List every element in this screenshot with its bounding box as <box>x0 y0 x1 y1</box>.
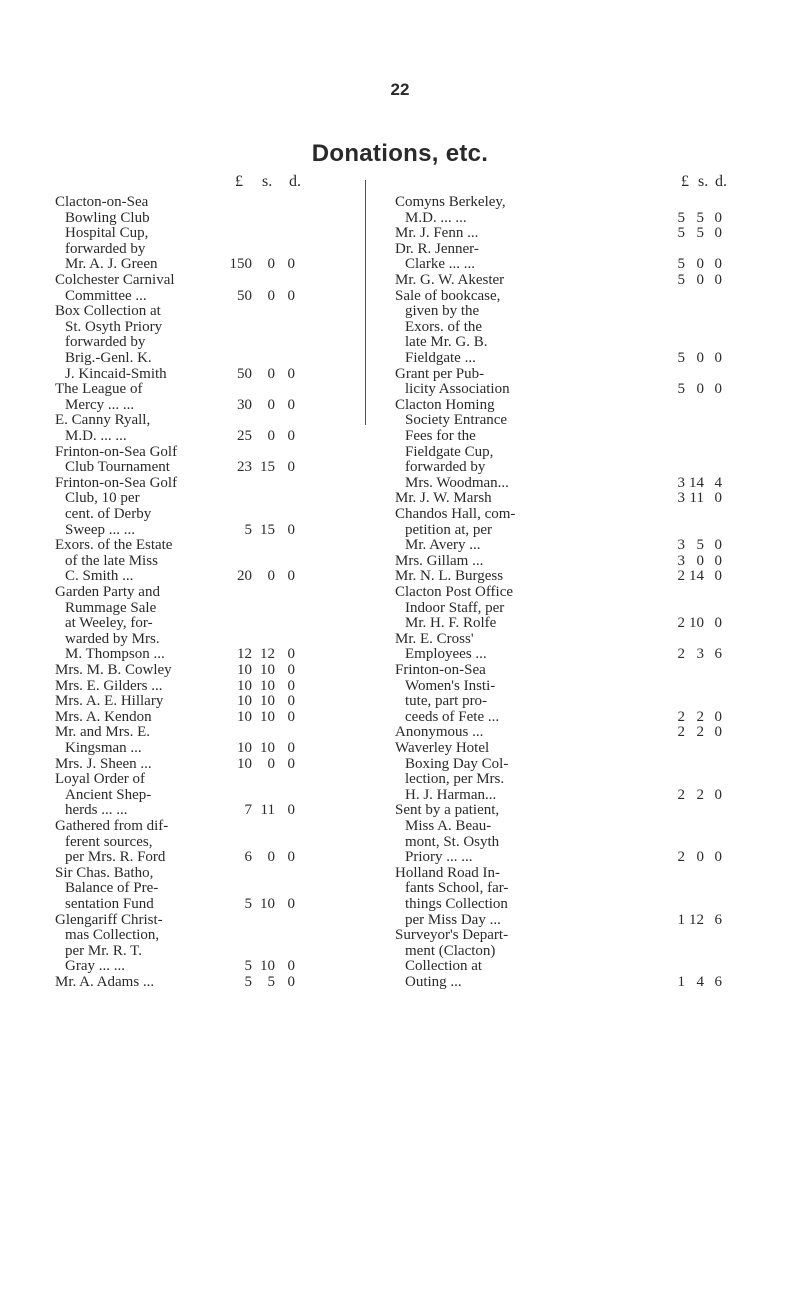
amount-pounds: 1 <box>677 911 685 928</box>
page-title: Donations, etc. <box>311 140 489 167</box>
amount-pounds: 7 <box>244 802 252 819</box>
amount-pence: 0 <box>287 662 295 678</box>
donor-text: forwarded by <box>65 240 146 257</box>
amount-shillings: 2 <box>696 724 704 741</box>
amount-shillings: 5 <box>696 225 704 242</box>
amount-pence: 0 <box>287 256 295 273</box>
amount-pence: 0 <box>714 724 722 741</box>
page-number: 22 <box>390 80 410 99</box>
amount-shillings: 0 <box>267 287 275 304</box>
amount-shillings: 10 <box>689 615 704 632</box>
donor-text: Mr. Avery ... <box>405 537 481 554</box>
amount-pounds: 5 <box>677 272 685 288</box>
amount-pounds: 10 <box>237 739 252 756</box>
amount-pounds: 10 <box>237 662 252 678</box>
donor-text: Kingsman ... <box>65 739 142 756</box>
amount-shillings: 3 <box>696 646 704 663</box>
donor-text: Employees ... <box>405 646 487 663</box>
donor-text: St. Osyth Priory <box>65 318 163 335</box>
donor-text: Frinton-on-Sea Golf <box>55 443 178 460</box>
donor-text: Mr. G. W. Akester <box>395 272 505 288</box>
pence-header: d. <box>715 173 727 190</box>
donor-text: Comyns Berkeley, <box>395 194 506 210</box>
donor-text: Mr. J. Fenn ... <box>395 225 479 242</box>
amount-pence: 0 <box>287 287 295 304</box>
amount-pence: 6 <box>714 646 722 663</box>
donor-text: Hospital Cup, <box>65 225 149 242</box>
donor-text: ferent sources, <box>65 833 153 850</box>
donor-text: Society Entrance <box>405 412 508 429</box>
donor-text: Colchester Carnival <box>55 272 175 288</box>
donor-text: Mr. and Mrs. E. <box>55 724 150 741</box>
donor-text: Mrs. J. Sheen ... <box>55 755 152 772</box>
amount-pence: 4 <box>714 474 722 491</box>
donor-text: things Collection <box>405 895 508 912</box>
donor-text: sentation Fund <box>65 895 154 912</box>
amount-pounds: 3 <box>677 552 685 569</box>
amount-pence: 0 <box>287 568 295 585</box>
amount-pounds: 50 <box>237 287 252 304</box>
donor-text: Clacton Homing <box>395 396 495 413</box>
donor-text: Surveyor's Depart- <box>395 927 509 944</box>
amount-pence: 0 <box>714 256 722 273</box>
amount-pence: 0 <box>287 521 295 538</box>
amount-pounds: 2 <box>677 786 685 803</box>
donor-text: Sent by a patient, <box>395 802 500 819</box>
donor-text: Bowling Club <box>65 209 150 226</box>
donor-text: E. Canny Ryall, <box>55 412 151 429</box>
amount-pounds: 3 <box>677 474 685 491</box>
donor-text: Gray ... ... <box>65 958 125 975</box>
donor-text: mont, St. Osyth <box>405 833 500 850</box>
donor-text: Club, 10 per <box>65 490 140 507</box>
donor-text: of the late Miss <box>65 552 158 569</box>
amount-pence: 0 <box>714 786 722 803</box>
amount-pence: 0 <box>287 849 295 866</box>
donor-text: Frinton-on-Sea <box>395 662 486 678</box>
amount-pence: 0 <box>287 365 295 382</box>
amount-pounds: 12 <box>237 646 252 663</box>
donor-text: at Weeley, for- <box>65 615 153 632</box>
amount-pence: 0 <box>714 209 722 226</box>
amount-shillings: 0 <box>267 365 275 382</box>
amount-pounds: 2 <box>677 646 685 663</box>
donor-text: Anonymous ... <box>395 724 484 741</box>
donor-text: Balance of Pre- <box>65 880 159 897</box>
amount-pounds: 1 <box>677 973 685 990</box>
donor-text: Miss A. Beau- <box>405 817 492 834</box>
donor-text: Clacton-on-Sea <box>55 194 149 210</box>
donor-text: Fieldgate ... <box>405 349 476 366</box>
donor-text: Mrs. M. B. Cowley <box>55 662 172 678</box>
amount-pounds: 2 <box>677 849 685 866</box>
donor-text: Grant per Pub- <box>395 365 485 382</box>
amount-shillings: 2 <box>696 708 704 725</box>
amount-pounds: 2 <box>677 615 685 632</box>
amount-shillings: 14 <box>689 474 704 491</box>
amount-pounds: 150 <box>229 256 252 273</box>
donor-text: late Mr. G. B. <box>405 334 488 351</box>
donor-text: Holland Road In- <box>395 864 500 881</box>
donor-text: Exors. of the <box>405 318 483 335</box>
donor-text: herds ... ... <box>65 802 128 819</box>
amount-pounds: 5 <box>244 521 252 538</box>
donor-text: Mr. J. W. Marsh <box>395 490 492 507</box>
amount-shillings: 10 <box>260 662 275 678</box>
amount-pounds: 10 <box>237 708 252 725</box>
amount-shillings: 14 <box>689 568 704 585</box>
amount-pence: 0 <box>714 568 722 585</box>
amount-shillings: 0 <box>696 849 704 866</box>
donor-text: Fees for the <box>405 427 476 444</box>
amount-pence: 0 <box>287 396 295 413</box>
amount-pounds: 6 <box>244 849 252 866</box>
donor-text: Mr. N. L. Burgess <box>395 568 504 585</box>
donor-text: Outing ... <box>405 973 462 990</box>
donor-text: J. Kincaid-Smith <box>65 365 167 382</box>
amount-pence: 0 <box>287 958 295 975</box>
donor-text: Glengariff Christ- <box>55 911 163 928</box>
donor-text: Collection at <box>405 958 483 975</box>
amount-shillings: 0 <box>696 552 704 569</box>
shillings-header: s. <box>262 173 273 190</box>
donor-text: Mr. E. Cross' <box>395 630 474 647</box>
donor-text: C. Smith ... <box>65 568 134 585</box>
donor-text: Loyal Order of <box>55 771 145 788</box>
amount-shillings: 10 <box>260 708 275 725</box>
amount-pence: 0 <box>714 225 722 242</box>
pence-header: d. <box>289 173 301 190</box>
donor-text: The League of <box>55 381 143 398</box>
amount-pounds: 2 <box>677 568 685 585</box>
amount-pence: 0 <box>714 349 722 366</box>
donor-text: Mrs. Woodman... <box>405 474 509 491</box>
donor-text: Frinton-on-Sea Golf <box>55 474 178 491</box>
donor-text: per Miss Day ... <box>405 911 501 928</box>
donor-text: Women's Insti- <box>405 677 496 694</box>
donor-text: Garden Party and <box>55 584 160 600</box>
amount-pence: 0 <box>287 459 295 476</box>
donor-text: tute, part pro- <box>405 693 488 710</box>
amount-shillings: 10 <box>260 958 275 975</box>
amount-shillings: 0 <box>267 568 275 585</box>
amount-pence: 0 <box>714 381 722 398</box>
donor-text: Sir Chas. Batho, <box>55 864 154 881</box>
amount-pence: 6 <box>714 973 722 990</box>
amount-pounds: 5 <box>677 256 685 273</box>
amount-shillings: 5 <box>696 537 704 554</box>
amount-pence: 0 <box>714 552 722 569</box>
amount-pounds: 5 <box>244 958 252 975</box>
amount-pounds: 5 <box>244 974 252 990</box>
amount-pence: 0 <box>287 708 295 725</box>
donor-text: licity Association <box>405 381 510 398</box>
donor-text: warded by Mrs. <box>65 630 160 647</box>
donor-text: per Mr. R. T. <box>65 942 142 959</box>
donor-text: cent. of Derby <box>65 505 152 522</box>
amount-pounds: 10 <box>237 677 252 694</box>
amount-shillings: 0 <box>267 256 275 273</box>
amount-shillings: 11 <box>689 490 704 507</box>
amount-shillings: 2 <box>696 786 704 803</box>
amount-pounds: 20 <box>237 568 252 585</box>
amount-pounds: 5 <box>677 209 685 226</box>
donor-text: Rummage Sale <box>65 599 157 616</box>
donor-text: H. J. Harman... <box>405 786 497 803</box>
donor-text: ceeds of Fete ... <box>405 708 500 725</box>
amount-pounds: 5 <box>677 349 685 366</box>
amount-shillings: 10 <box>260 693 275 710</box>
amount-shillings: 12 <box>689 911 704 928</box>
amount-shillings: 0 <box>267 427 275 444</box>
amount-pence: 0 <box>287 974 295 990</box>
amount-pence: 0 <box>714 490 722 507</box>
amount-shillings: 12 <box>260 646 275 663</box>
donor-text: Gathered from dif- <box>55 818 169 834</box>
donor-text: Brig.-Genl. K. <box>65 349 152 366</box>
amount-shillings: 11 <box>260 802 275 819</box>
donor-text: Chandos Hall, com- <box>395 506 516 522</box>
donor-text: Mrs. A. E. Hillary <box>55 693 164 710</box>
column-divider <box>365 180 366 425</box>
amount-pence: 0 <box>714 708 722 725</box>
donor-text: Sale of bookcase, <box>395 287 501 304</box>
donor-text: forwarded by <box>65 334 146 351</box>
amount-pounds: 50 <box>237 365 252 382</box>
shillings-header: s. <box>698 173 709 190</box>
amount-pounds: 5 <box>244 895 252 912</box>
amount-shillings: 0 <box>696 256 704 273</box>
amount-shillings: 0 <box>267 755 275 772</box>
amount-pence: 0 <box>287 755 295 772</box>
amount-pounds: 5 <box>677 381 685 398</box>
amount-pence: 0 <box>287 693 295 710</box>
donor-text: petition at, per <box>405 521 493 538</box>
amount-shillings: 0 <box>267 396 275 413</box>
donor-text: Boxing Day Col- <box>405 755 509 772</box>
amount-shillings: 0 <box>696 349 704 366</box>
donor-text: Ancient Shep- <box>65 786 152 803</box>
donor-text: Mr. A. J. Green <box>65 256 158 273</box>
amount-shillings: 4 <box>696 973 704 990</box>
amount-pounds: 30 <box>237 396 252 413</box>
donor-text: Mrs. Gillam ... <box>395 552 484 569</box>
amount-shillings: 10 <box>260 677 275 694</box>
amount-pounds: 10 <box>237 755 252 772</box>
donor-text: Sweep ... ... <box>65 521 135 538</box>
amount-pounds: 2 <box>677 724 685 741</box>
pounds-header: £ <box>681 173 689 190</box>
donor-text: Mr. H. F. Rolfe <box>405 615 497 632</box>
amount-pence: 0 <box>287 427 295 444</box>
amount-pounds: 10 <box>237 693 252 710</box>
donor-text: Mercy ... ... <box>65 396 135 413</box>
donor-text: M. Thompson ... <box>65 646 165 663</box>
amount-pounds: 2 <box>677 708 685 725</box>
donor-text: Priory ... ... <box>405 849 473 866</box>
amount-shillings: 15 <box>260 459 275 476</box>
amount-shillings: 5 <box>267 974 275 990</box>
donor-text: per Mrs. R. Ford <box>65 849 166 866</box>
amount-shillings: 15 <box>260 521 275 538</box>
donor-text: ment (Clacton) <box>405 942 496 959</box>
donor-text: given by the <box>405 303 480 320</box>
amount-pounds: 3 <box>677 537 685 554</box>
donor-text: forwarded by <box>405 459 486 476</box>
donor-text: Mrs. A. Kendon <box>55 708 152 725</box>
donor-text: Mr. A. Adams ... <box>55 974 155 990</box>
donor-text: M.D. ... ... <box>65 427 127 444</box>
donor-text: lection, per Mrs. <box>405 771 505 788</box>
amount-shillings: 10 <box>260 895 275 912</box>
donor-text: Indoor Staff, per <box>405 599 505 616</box>
amount-pence: 0 <box>714 849 722 866</box>
amount-pence: 6 <box>714 911 722 928</box>
donor-text: Clarke ... ... <box>405 256 475 273</box>
amount-pence: 0 <box>287 739 295 756</box>
donor-text: Fieldgate Cup, <box>405 443 494 460</box>
amount-pounds: 25 <box>237 427 252 444</box>
amount-shillings: 0 <box>267 849 275 866</box>
donor-text: Box Collection at <box>55 303 161 320</box>
amount-pence: 0 <box>287 646 295 663</box>
amount-pence: 0 <box>714 615 722 632</box>
donor-text: M.D. ... ... <box>405 209 467 226</box>
amount-pence: 0 <box>287 895 295 912</box>
amount-pence: 0 <box>714 272 722 288</box>
donor-text: Mrs. E. Gilders ... <box>55 677 163 694</box>
pounds-header: £ <box>235 173 243 190</box>
donor-text: mas Collection, <box>65 927 160 944</box>
donor-text: Club Tournament <box>65 459 170 476</box>
donor-text: fants School, far- <box>405 880 509 897</box>
amount-pounds: 3 <box>677 490 685 507</box>
donor-text: Committee ... <box>65 287 147 304</box>
amount-pence: 0 <box>287 802 295 819</box>
donor-text: Waverley Hotel <box>395 740 490 756</box>
amount-shillings: 10 <box>260 739 275 756</box>
amount-pence: 0 <box>714 537 722 554</box>
donor-text: Clacton Post Office <box>395 584 514 600</box>
amount-shillings: 0 <box>696 272 704 288</box>
amount-pence: 0 <box>287 677 295 694</box>
donor-text: Exors. of the Estate <box>55 537 173 554</box>
amount-pounds: 5 <box>677 225 685 242</box>
amount-shillings: 0 <box>696 381 704 398</box>
donor-text: Dr. R. Jenner- <box>395 240 479 257</box>
amount-shillings: 5 <box>696 209 704 226</box>
amount-pounds: 23 <box>237 459 252 476</box>
